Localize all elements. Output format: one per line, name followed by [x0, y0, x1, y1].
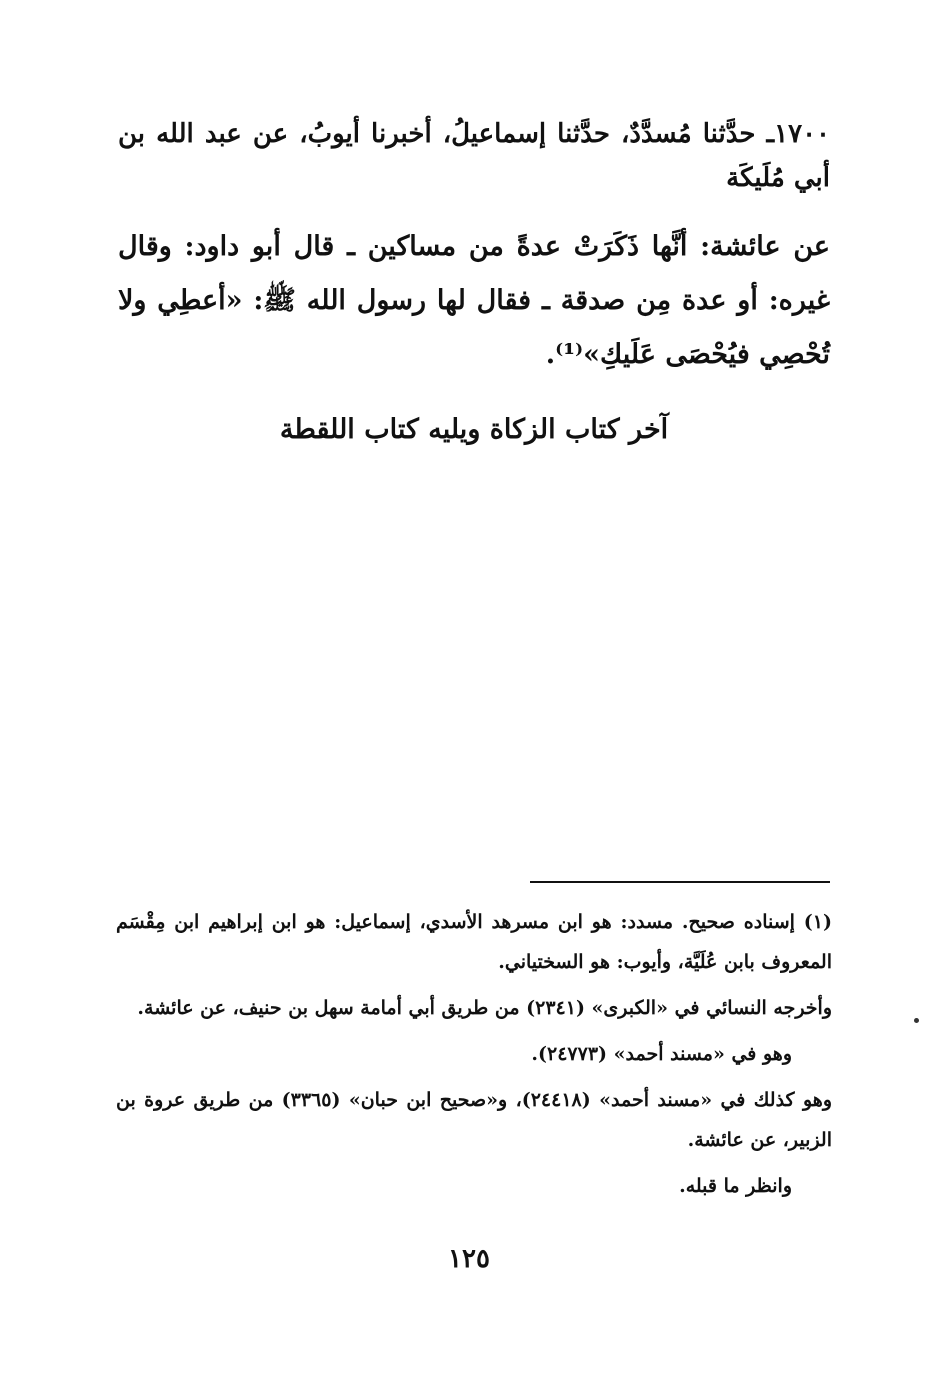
page-number: ١٢٥	[448, 1244, 490, 1274]
book-end-heading: آخر كتاب الزكاة ويليه كتاب اللقطة	[279, 414, 669, 445]
hadith-matn: عن عائشة: أنَّها ذَكَرَتْ عدةً من مساكين ـ قال أبو داود: وقال غيره: أو عدة مِن صدقة ـ فقال لها رسول الله ﷺ: «أعطِي ولا تُحْصِي فيُحْصَى عَلَيكِ»⁽¹⁾.	[118, 231, 830, 370]
footnote-paragraph: (١) إسناده صحيح. مسدد: هو ابن مسرهد الأسدي، إسماعيل: هو ابن إبراهيم ابن مِقْسَم المعروف بابن عُلَيَّة، وأيوب: هو السختياني.	[116, 911, 832, 973]
footnote-paragraph: وأخرجه النسائي في «الكبرى» (٢٣٤١) من طريق أبي أمامة سهل بن حنيف، عن عائشة.	[137, 997, 832, 1019]
footnote-paragraph: وانظر ما قبله.	[679, 1175, 792, 1197]
footnote-paragraph: وهو كذلك في «مسند أحمد» (٢٤٤١٨)، و«صحيح ابن حبان» (٣٣٦٥) من طريق عروة بن الزبير، عن عائشة.	[116, 1089, 832, 1151]
hadith-isnad: ١٧٠٠ـ حدَّثنا مُسدَّدٌ، حدَّثنا إسماعيلُ، أخبرنا أيوبُ، عن عبد الله بن أبي مُلَيكَة	[118, 119, 830, 193]
footnote-paragraph: وهو في «مسند أحمد» (٢٤٧٧٣).	[531, 1043, 792, 1065]
margin-speck	[914, 1018, 919, 1023]
footnote-separator	[530, 881, 830, 883]
footnotes	[116, 902, 832, 1212]
